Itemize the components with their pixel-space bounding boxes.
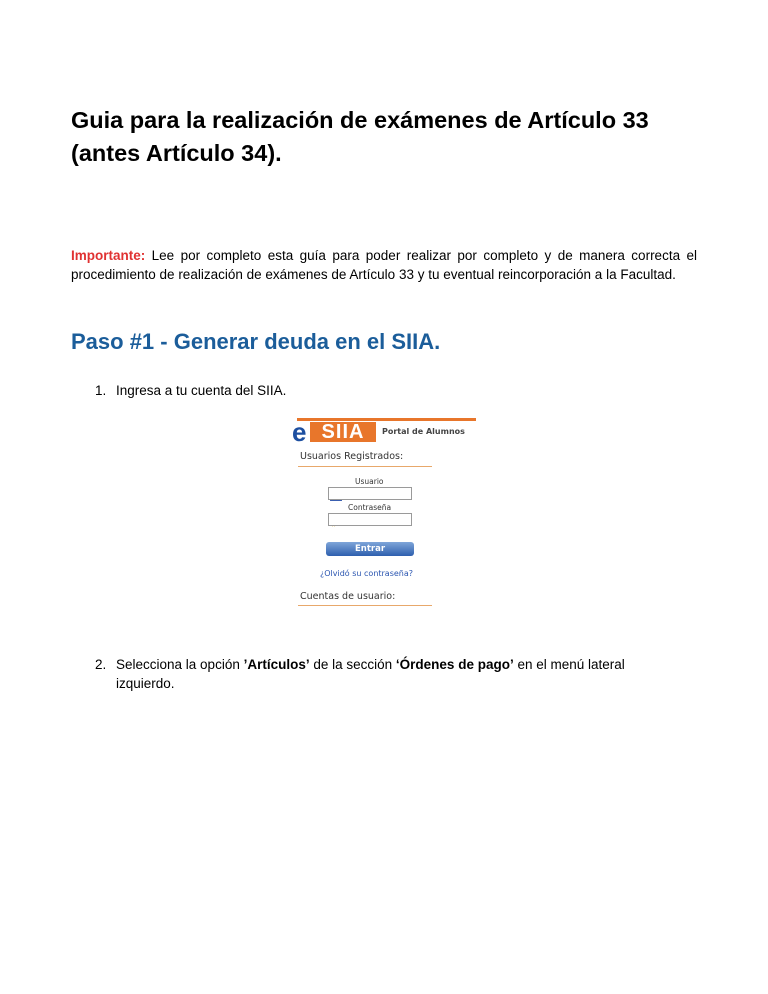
logo-e: e [292, 417, 307, 447]
divider [298, 466, 432, 467]
list-item-number: 1. [95, 383, 107, 398]
logo-siia-text: SIIA [310, 422, 376, 442]
step-1-heading: Paso #1 - Generar deuda en el SIIA. [71, 329, 441, 354]
important-label: Importante: [71, 248, 146, 263]
forgot-password-link[interactable]: ¿Olvidó su contraseña? [320, 569, 414, 578]
password-field[interactable] [328, 513, 412, 526]
list-item-text: Ingresa a tu cuenta del SIIA. [116, 383, 287, 398]
siia-logo [290, 417, 476, 447]
item-text-part: en el menú lateral izquierdo. [116, 657, 625, 691]
registered-users-label: Usuarios Registrados: [300, 451, 404, 462]
list-item [95, 655, 665, 693]
page-title [71, 104, 711, 170]
divider [298, 605, 432, 606]
important-note [71, 246, 697, 284]
siia-login-figure [290, 418, 476, 610]
ordenes-de-pago-section: ‘Órdenes de pago’ [395, 657, 514, 672]
articulos-option: ’Artículos’ [243, 657, 310, 672]
item-text-part: Selecciona la opción [116, 657, 244, 672]
important-text: Lee por completo esta guía para poder realizar por completo y de manera correcta el procedimiento de realización de exámenes de Artículo 33 y tu eventual reincorporación a la Facultad. [71, 248, 697, 282]
item-text-part: de la sección [309, 657, 396, 672]
list-item-text [116, 655, 665, 693]
user-label: Usuario [355, 477, 384, 486]
login-button[interactable]: Entrar [326, 542, 414, 556]
username-field[interactable] [328, 487, 412, 500]
logo-subtitle: Portal de Alumnos [382, 427, 465, 436]
list-item-number: 2. [95, 657, 107, 672]
user-accounts-label: Cuentas de usuario: [300, 591, 396, 602]
password-label: Contraseña [348, 503, 392, 512]
list-item [95, 381, 286, 400]
title-line-2: (antes Artículo 34). [71, 140, 282, 166]
title-line-1: Guia para la realización de exámenes de Artículo 33 [71, 107, 649, 133]
